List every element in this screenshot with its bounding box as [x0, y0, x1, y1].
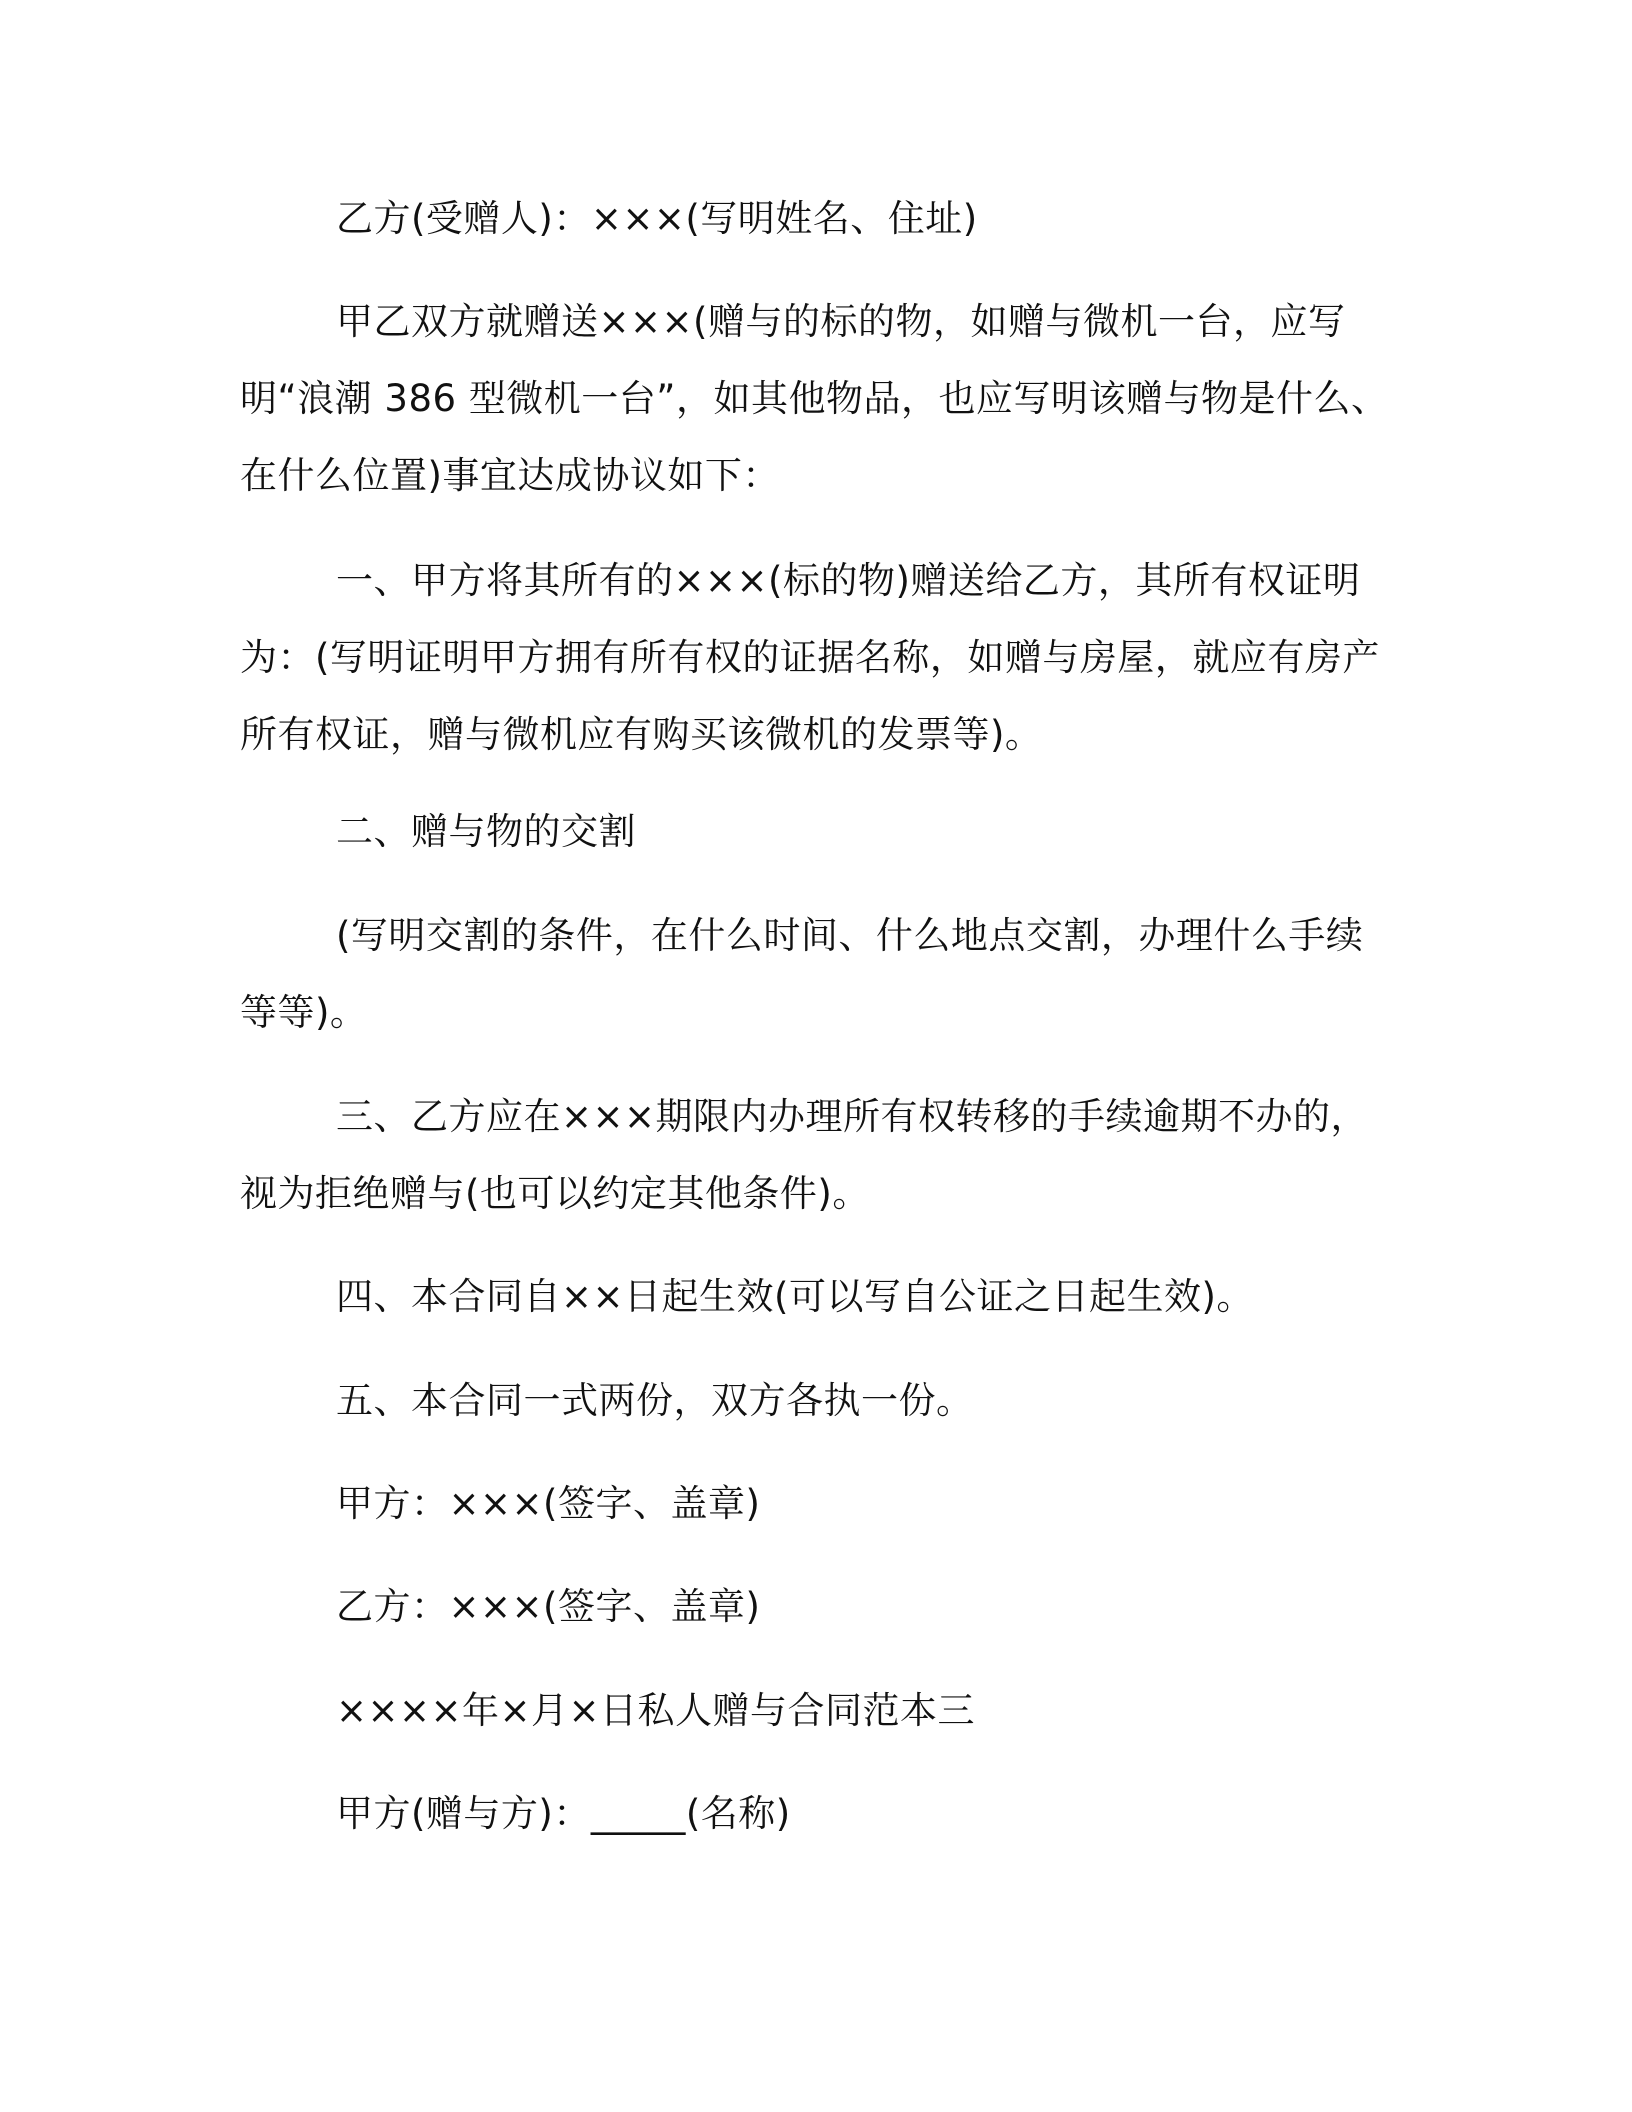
paragraph-agreement-intro	[240, 283, 1400, 514]
text-line: 等等)。	[240, 991, 368, 1034]
text-line: 二、赠与物的交割	[336, 810, 636, 853]
text-line: 甲方(赠与方)：_____(名称)	[336, 1792, 791, 1835]
text-line: 一、甲方将其所有的×××(标的物)赠送给乙方，其所有权证明	[336, 559, 1361, 602]
text-line: 为：(写明证明甲方拥有所有权的证据名称，如赠与房屋，就应有房产	[240, 636, 1380, 679]
paragraph-clause-3	[240, 1078, 1400, 1232]
paragraph-date-and-title	[240, 1672, 1400, 1749]
paragraph-party-a	[240, 1775, 1400, 1852]
paragraph-clause-2-heading	[240, 793, 1400, 870]
text-line: 三、乙方应在×××期限内办理所有权转移的手续逾期不办的，	[336, 1095, 1369, 1138]
text-line: 所有权证，赠与微机应有购买该微机的发票等)。	[240, 713, 1043, 756]
text-line: (写明交割的条件，在什么时间、什么地点交割，办理什么手续	[336, 914, 1364, 957]
paragraph-party-b	[240, 180, 1400, 257]
paragraph-clause-5	[240, 1362, 1400, 1439]
text-line: 五、本合同一式两份，双方各执一份。	[336, 1379, 974, 1422]
text-line: 四、本合同自××日起生效(可以写自公证之日起生效)。	[336, 1275, 1254, 1318]
text-line: 甲乙双方就赠送×××(赠与的标的物，如赠与微机一台，应写	[336, 300, 1346, 343]
text-line: 在什么位置)事宜达成协议如下：	[240, 454, 780, 497]
paragraph-signature-a	[240, 1465, 1400, 1542]
paragraph-signature-b	[240, 1568, 1400, 1645]
paragraph-clause-4	[240, 1258, 1400, 1335]
text-line: 乙方：×××(签字、盖章)	[336, 1585, 761, 1628]
text-line: 乙方(受赠人)：×××(写明姓名、住址)	[336, 197, 978, 240]
text-line: ××××年×月×日私人赠与合同范本三	[336, 1689, 976, 1732]
paragraph-clause-2-body	[240, 897, 1400, 1051]
text-line: 明“浪潮 386 型微机一台”，如其他物品，也应写明该赠与物是什么、	[240, 377, 1389, 420]
paragraph-clause-1	[240, 542, 1400, 773]
text-line: 视为拒绝赠与(也可以约定其他条件)。	[240, 1172, 870, 1215]
text-line: 甲方：×××(签字、盖章)	[336, 1482, 761, 1525]
